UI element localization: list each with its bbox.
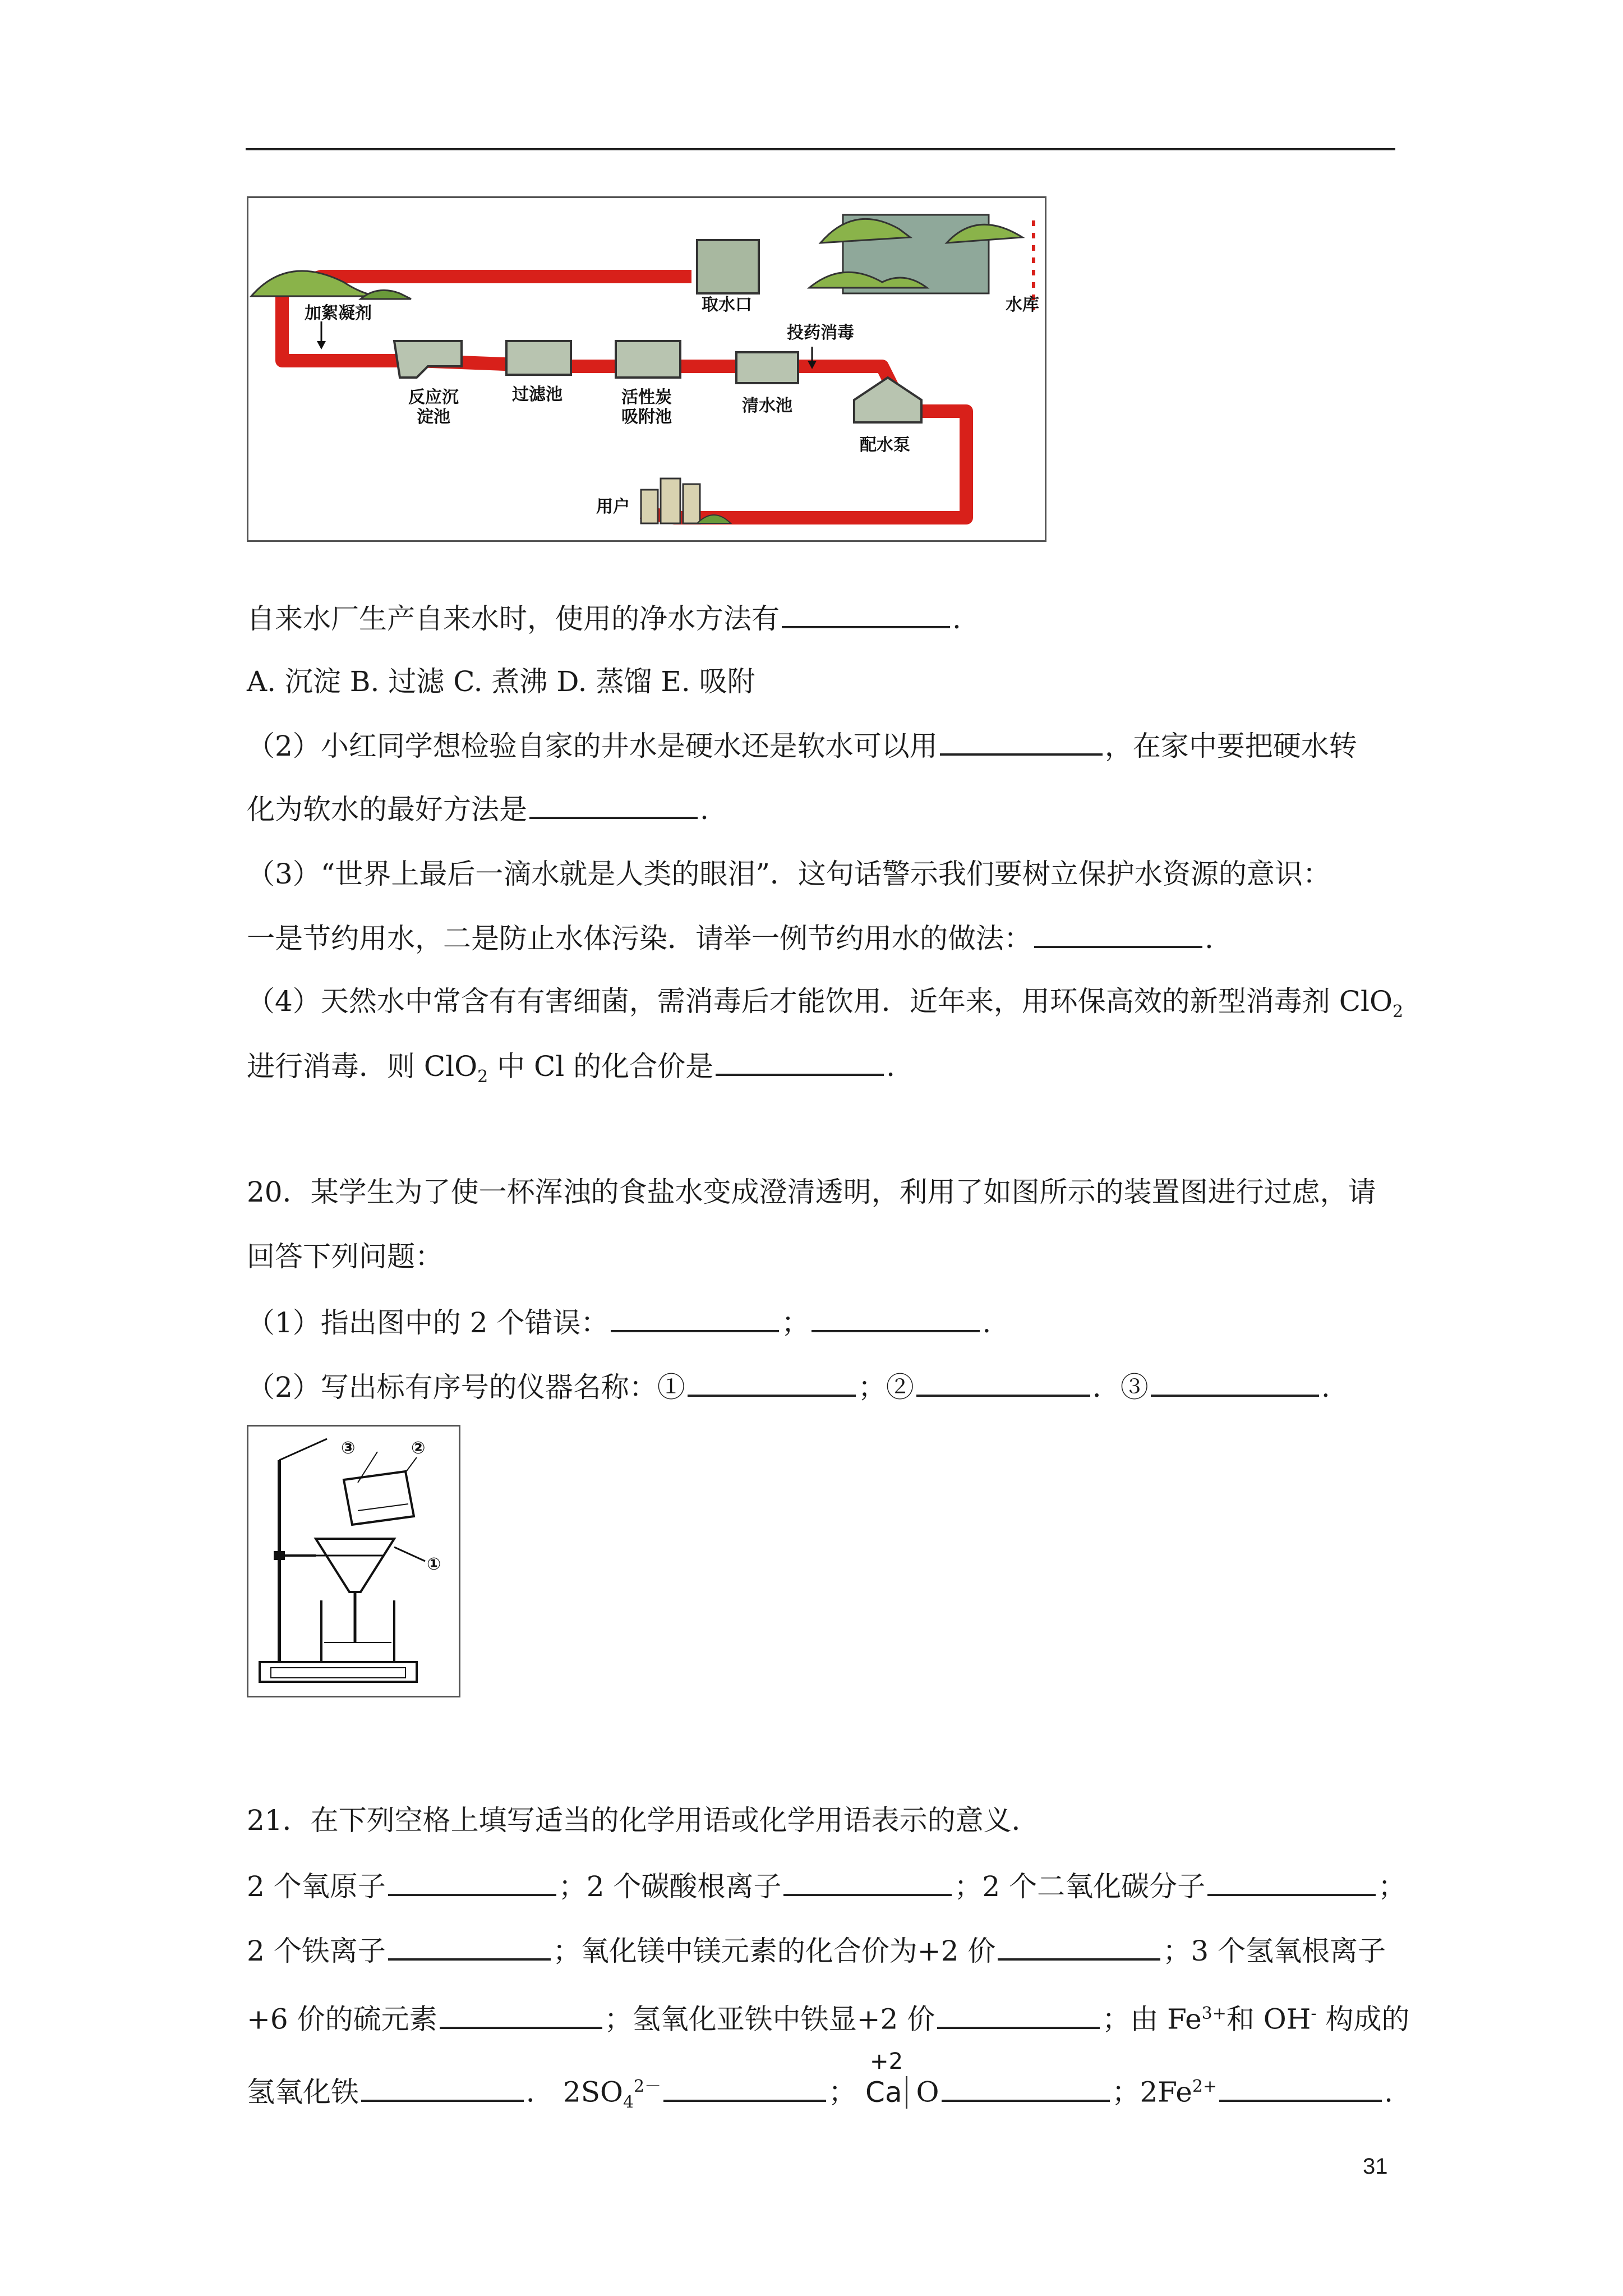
q19-line-8: 进行消毒．则 ClO$_2$ 中 Cl 的化合价是 . xyxy=(247,1048,895,1094)
q19-line-7: （4）天然水中常含有有害细菌，需消毒后才能饮用．近年来，用环保高效的新型消毒剂 ClO$_2$ xyxy=(247,985,1404,1022)
answer-blank[interactable] xyxy=(716,1048,884,1076)
q19-line-3: （2）小红同学想检验自家的井水是硬水还是软水可以用 ，在家中要把硬水转 xyxy=(247,728,1357,763)
answer-blank[interactable] xyxy=(940,728,1103,756)
valence-notation: +2 Ca xyxy=(865,2076,907,2109)
label-carbon-2: 吸附池 xyxy=(621,407,672,427)
q19-line-1: 自来水厂生产自来水时，使用的净水方法有 . xyxy=(247,600,961,636)
label-disinfect: 投药消毒 xyxy=(787,323,854,343)
water-treatment-diagram xyxy=(247,196,1046,542)
q21-line-3: 2 个铁离子 ；氧化镁中镁元素的化合价为+2 价 ；3 个氢氧根离子 xyxy=(247,1932,1386,1968)
answer-blank[interactable] xyxy=(1151,1369,1319,1397)
q20-line-1: 20．某学生为了使一杯浑浊的食盐水变成澄清透明，利用了如图所示的装置图进行过虑，请 xyxy=(247,1176,1376,1208)
answer-blank[interactable] xyxy=(937,2001,1100,2029)
answer-blank[interactable] xyxy=(811,1304,980,1332)
label-pump: 配水泵 xyxy=(860,435,910,455)
q20-line-4: （2）写出标有序号的仪器名称：① ；② ．③ . xyxy=(247,1369,1330,1404)
page-number: 31 xyxy=(1363,2154,1388,2179)
answer-blank[interactable] xyxy=(388,1932,551,1961)
answer-blank[interactable] xyxy=(1219,2074,1382,2102)
q19-line-6: 一是节约用水，二是防止水体污染．请举一例节约用水的做法： . xyxy=(247,920,1214,955)
label-sediment-2: 淀池 xyxy=(417,407,450,427)
q21-line-4: +6 价的硫元素 ；氢氧化亚铁中铁显+2 价 ；由 $Fe^{3+}$和 OH- 构成的 xyxy=(247,1997,1409,2036)
answer-blank[interactable] xyxy=(611,1304,779,1332)
answer-blank[interactable] xyxy=(916,1369,1090,1397)
answer-blank[interactable] xyxy=(688,1369,856,1397)
filtration-drawing xyxy=(248,1427,459,1696)
answer-blank[interactable] xyxy=(1207,1868,1376,1896)
label-coagulant: 加絮凝剂 xyxy=(305,303,372,323)
q19-line-5: （3）“世界上最后一滴水就是人类的眼泪”．这句话警示我们要树立保护水资源的意识： xyxy=(247,858,1331,890)
answer-blank[interactable] xyxy=(782,600,950,628)
instrument-label-2: ② xyxy=(411,1438,426,1458)
q21-line-1: 21．在下列空格上填写适当的化学用语或化学用语表示的意义． xyxy=(247,1804,1040,1837)
label-sediment-1: 反应沉 xyxy=(408,388,459,407)
answer-blank[interactable] xyxy=(942,2074,1110,2102)
label-filter: 过滤池 xyxy=(512,385,562,404)
filtration-apparatus-figure xyxy=(247,1425,460,1697)
answer-blank[interactable] xyxy=(388,1868,556,1896)
answer-blank[interactable] xyxy=(529,791,698,819)
q20-line-2: 回答下列问题： xyxy=(247,1240,443,1273)
answer-blank[interactable] xyxy=(783,1868,952,1896)
water-treatment-drawing xyxy=(248,198,1045,540)
q20-line-3: （1）指出图中的 2 个错误： ； . xyxy=(247,1304,991,1340)
answer-blank[interactable] xyxy=(440,2001,602,2029)
q19-options: A. 沉淀 B. 过滤 C. 煮沸 D. 蒸馏 E. 吸附 xyxy=(247,665,755,698)
answer-blank[interactable] xyxy=(361,2074,524,2102)
header-rule xyxy=(246,148,1395,150)
label-user: 用户 xyxy=(596,497,630,517)
answer-blank[interactable] xyxy=(998,1932,1160,1961)
answer-blank[interactable] xyxy=(663,2074,826,2102)
label-clear-water: 清水池 xyxy=(742,396,792,416)
q19-line-4: 化为软水的最好方法是 . xyxy=(247,791,709,826)
instrument-label-3: ③ xyxy=(341,1438,356,1458)
answer-blank[interactable] xyxy=(1034,920,1202,948)
label-carbon-1: 活性炭 xyxy=(621,388,672,407)
label-reservoir: 水库 xyxy=(1006,295,1039,315)
q21-line-2: 2 个氧原子 ；2 个碳酸根离子 ；2 个二氧化碳分子 ； xyxy=(247,1868,1406,1903)
q21-line-5: 氢氧化铁 ． $2SO_4^{2-}$ ； +2 Ca O ；$2Fe^{2+}$ . xyxy=(247,2048,1393,2113)
instrument-label-1: ① xyxy=(427,1554,441,1574)
label-intake: 取水口 xyxy=(702,295,752,315)
